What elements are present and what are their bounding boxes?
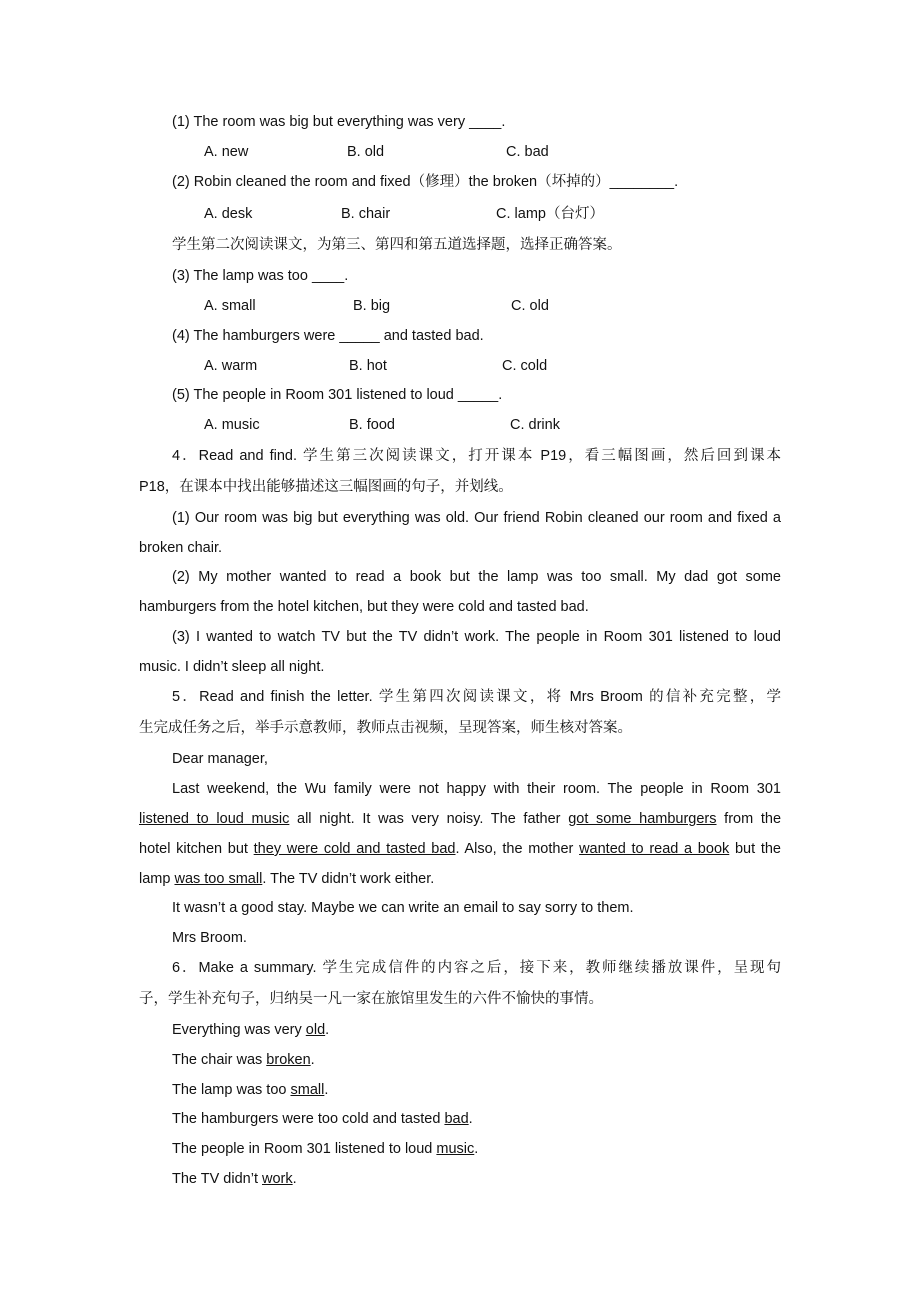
- answer-wanted-to-read-a-book: wanted to read a book: [579, 841, 730, 857]
- letter-line-4: lamp was too small. The TV didn’t work either.: [139, 871, 435, 887]
- sentence-3-line-2: music. I didn’t sleep all night.: [139, 659, 325, 675]
- q2-option-c: C. lamp（台灯）: [496, 206, 604, 222]
- section-5-heading-cont: 生完成任务之后，举手示意教师，教师点击视频，呈现答案，师生核对答案。: [139, 720, 632, 736]
- summary-5: The people in Room 301 listened to loud music.: [172, 1141, 479, 1157]
- section-6-heading: 6．Make a summary. 学生完成信件的内容之后，接下来，教师继续播放课件，呈现句: [172, 960, 781, 976]
- q3-option-c: C. old: [511, 298, 549, 314]
- sentence-1-line-1: (1) Our room was big but everything was old. Our friend Robin cleaned our room and fixed a: [172, 510, 781, 526]
- summary-answer-bad: bad: [444, 1111, 469, 1127]
- summary-2: The chair was broken.: [172, 1052, 315, 1068]
- summary-6: The TV didn’t work.: [172, 1171, 297, 1187]
- q3-option-b: B. big: [353, 298, 391, 314]
- answer-listened-to-loud-music: listened to loud music: [139, 811, 290, 827]
- section-6-heading-cont: 子，学生补充句子，归纳吴一凡一家在旅馆里发生的六件不愉快的事情。: [139, 991, 603, 1007]
- q3-option-a: A. small: [204, 298, 256, 314]
- summary-answer-broken: broken: [266, 1052, 311, 1068]
- q1-option-c: C. bad: [506, 144, 549, 160]
- summary-answer-work: work: [262, 1171, 293, 1187]
- answer-got-some-hamburgers: got some hamburgers: [568, 811, 717, 827]
- question-4: (4) The hamburgers were _____ and tasted bad.: [172, 328, 484, 344]
- sentence-1-line-2: broken chair.: [139, 540, 223, 556]
- q1-option-a: A. new: [204, 144, 249, 160]
- sentence-2-line-1: (2) My mother wanted to read a book but the lamp was too small. My dad got some: [172, 569, 781, 585]
- letter-line-3: hotel kitchen but they were cold and tasted bad. Also, the mother wanted to read a book but the: [139, 841, 781, 857]
- question-5: (5) The people in Room 301 listened to loud _____.: [172, 387, 503, 403]
- sentence-3-line-1: (3) I wanted to watch TV but the TV didn’t work. The people in Room 301 listened to loud: [172, 629, 781, 645]
- letter-greeting: Dear manager,: [172, 751, 268, 767]
- summary-1: Everything was very old.: [172, 1022, 330, 1038]
- q5-option-b: B. food: [349, 417, 395, 433]
- summary-answer-music: music: [436, 1141, 475, 1157]
- summary-answer-old: old: [305, 1022, 326, 1038]
- section-5-heading: 5．Read and finish the letter. 学生第四次阅读课文，将 Mrs Broom 的信补充完整，学: [172, 689, 781, 705]
- q5-option-a: A. music: [204, 417, 260, 433]
- summary-4: The hamburgers were too cold and tasted bad.: [172, 1111, 473, 1127]
- answer-was-too-small: was too small: [174, 871, 263, 887]
- letter-line-1: Last weekend, the Wu family were not happy with their room. The people in Room 301: [172, 781, 781, 797]
- sentence-2-line-2: hamburgers from the hotel kitchen, but they were cold and tasted bad.: [139, 599, 589, 615]
- question-2: (2) Robin cleaned the room and fixed（修理）the broken（坏掉的）________.: [172, 174, 679, 190]
- q4-option-c: C. cold: [502, 358, 548, 374]
- section-4-heading: 4．Read and find. 学生第三次阅读课文，打开课本 P19，看三幅图画，然后回到课本: [172, 448, 781, 464]
- question-3: (3) The lamp was too ____.: [172, 268, 349, 284]
- question-1: (1) The room was big but everything was very ____.: [172, 114, 506, 130]
- q1-option-b: B. old: [347, 144, 385, 160]
- q4-option-a: A. warm: [204, 358, 258, 374]
- q2-option-b: B. chair: [341, 206, 391, 222]
- instruction-second-reading: 学生第二次阅读课文，为第三、第四和第五道选择题，选择正确答案。: [172, 237, 622, 253]
- letter-line-2: listened to loud music all night. It was very noisy. The father got some hamburgers from the: [139, 811, 782, 827]
- answer-cold-and-tasted-bad: they were cold and tasted bad: [253, 841, 456, 857]
- section-4-heading-cont: P18，在课本中找出能够描述这三幅图画的句子，并划线。: [139, 479, 513, 495]
- letter-closing: It wasn’t a good stay. Maybe we can write an email to say sorry to them.: [172, 900, 634, 916]
- q5-option-c: C. drink: [510, 417, 560, 433]
- letter-signature: Mrs Broom.: [172, 930, 247, 946]
- q2-option-a: A. desk: [204, 206, 253, 222]
- summary-answer-small: small: [290, 1082, 325, 1098]
- q4-option-b: B. hot: [349, 358, 387, 374]
- summary-3: The lamp was too small.: [172, 1082, 329, 1098]
